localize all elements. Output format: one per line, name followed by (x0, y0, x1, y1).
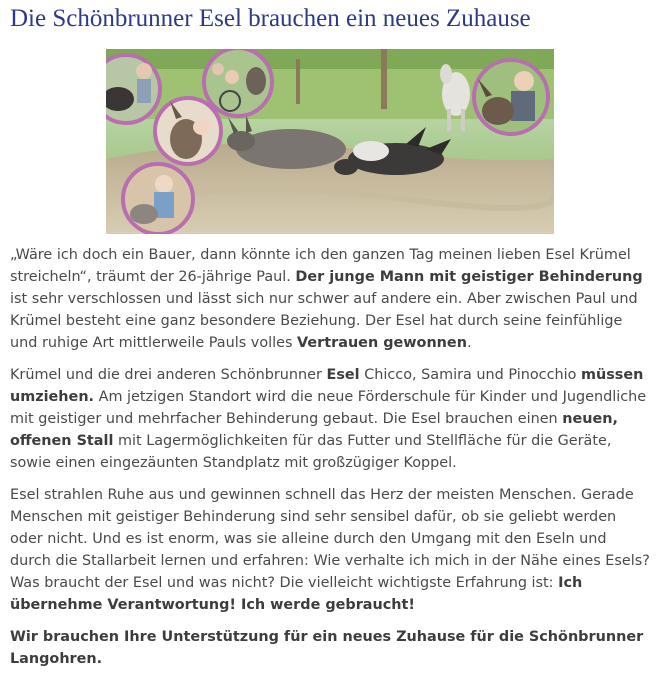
emphasis-text: Ich übernehme Verantwortung! Ich werde gebraucht! (10, 575, 583, 613)
paragraph-text: ist sehr verschlossen und lässt sich nur schwer auf andere ein. Aber zwischen Paul und Krümel besteht eine ganz besondere Beziehung. Der Esel hat durch seine feinfühlige und ruhige Art mittlerweile Pauls volles (10, 291, 638, 351)
photo-inset-girl-with-donkey (123, 164, 193, 234)
paragraph-text: Am jetzigen Standort wird die neue Förderschule für Kinder und Jugendliche mit geistiger und mehrfacher Behinderung gebaut. Die Esel brauchen einen (10, 389, 647, 427)
paragraph-text: Chicco, Samira und Pinocchio (359, 367, 581, 383)
call-to-action-text: Wir brauchen Ihre Unterstützung für ein neues Zuhause für die Schönbrunner Langohren. (10, 629, 644, 667)
emphasis-text: Der junge Mann mit geistiger Behinderung (295, 269, 643, 285)
emphasis-text: Vertrauen gewonnen (297, 335, 467, 351)
photo-inset-wheelchair-group (204, 49, 272, 116)
paragraph-text: Krümel und die drei anderen Schönbrunner (10, 367, 327, 383)
paragraph-text: Esel strahlen Ruhe aus und gewinnen schnell das Herz der meisten Menschen. Gerade Menschen mit geistiger Behinderung sind sehr sensibel dafür, ob sie geliebt werden oder nicht. Und es ist enorm, was sie alleine durch den Umgang mit den Eseln und durch die Stallarbeit lernen und erfahren: Wie verhalte ich mich in der Nähe eines Esels? Was braucht der Esel und was nicht? Die vielleicht wichtigste Erfahrung ist: (10, 487, 650, 591)
photo-inset-woman-hugging-donkey (474, 60, 548, 134)
emphasis-text: müssen umziehen. (10, 367, 644, 405)
emphasis-text: Esel (326, 367, 360, 383)
paragraph-text: „Wäre ich doch ein Bauer, dann könnte ich den ganzen Tag meinen lieben Esel Krümel streicheln“, träumt der 26-jährige Paul. (10, 247, 631, 285)
paragraph-text: . (466, 335, 472, 351)
emphasis-text: neuen, offenen Stall (10, 411, 618, 449)
article-paragraph-1 (10, 244, 650, 354)
article-paragraph-4 (10, 626, 650, 670)
photo-inset-man-with-donkey (106, 55, 160, 123)
article-paragraph-2 (10, 364, 650, 474)
article-body (10, 244, 650, 680)
photo-inset-donkey-head (155, 98, 221, 164)
donkey-photo-collage (106, 49, 554, 234)
page-title: Die Schönbrunner Esel brauchen ein neues Zuhause (10, 5, 531, 32)
paragraph-text: mit Lagermöglichkeiten für das Futter und Stellfläche für die Geräte, sowie einen eingezäunten Standplatz mit großzügiger Koppel. (10, 433, 612, 471)
article-paragraph-3 (10, 484, 650, 616)
